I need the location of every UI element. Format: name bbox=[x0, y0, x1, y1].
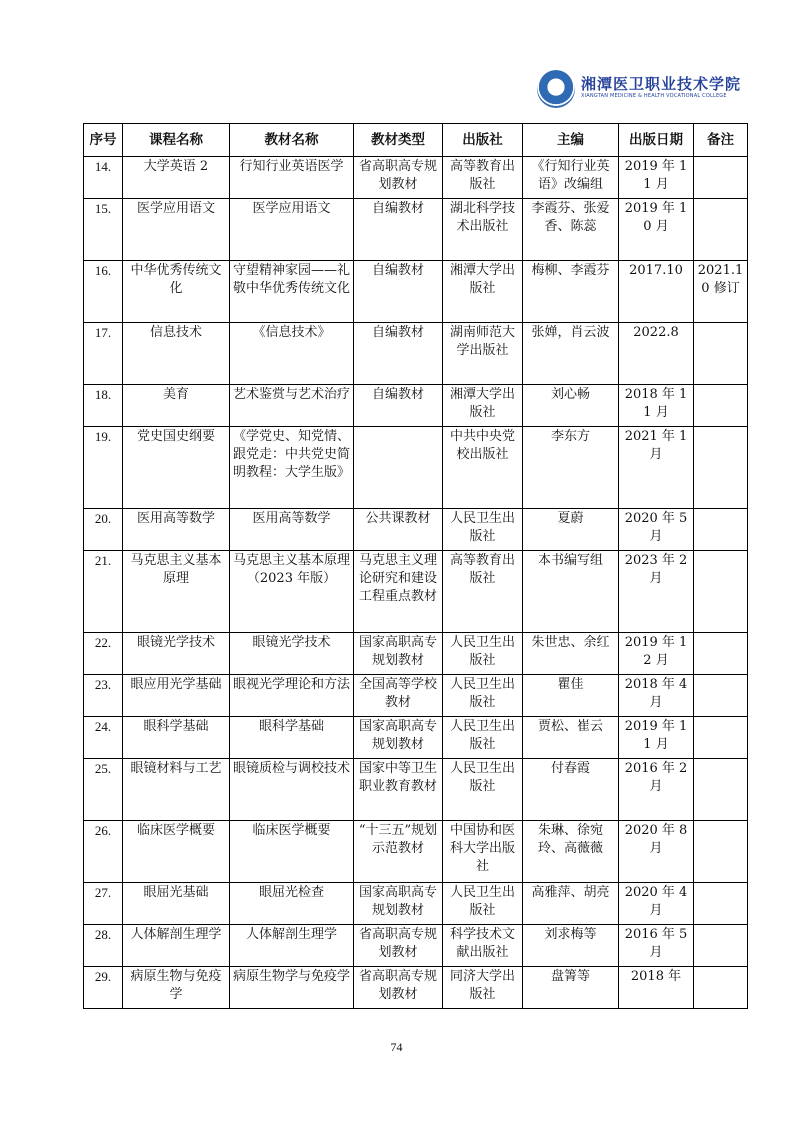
cell-editor: 梅柳、李霞芬 bbox=[523, 261, 619, 323]
table-row bbox=[84, 427, 748, 509]
cell-index: 16. bbox=[84, 261, 123, 323]
cell-textbook: 眼科学基础 bbox=[230, 717, 354, 759]
cell-date: 2018 年 11 月 bbox=[619, 385, 694, 427]
cell-textbook: 医学应用语文 bbox=[230, 199, 354, 261]
cell-publisher: 高等教育出版社 bbox=[443, 551, 523, 633]
cell-date: 2018 年 bbox=[619, 967, 694, 1009]
cell-publisher: 人民卫生出版社 bbox=[443, 759, 523, 821]
cell-publisher: 湘潭大学出版社 bbox=[443, 261, 523, 323]
cell-course: 医用高等数学 bbox=[123, 509, 230, 551]
header-cell-date: 出版日期 bbox=[619, 124, 694, 157]
cell-remark: 2021.10 修订 bbox=[694, 261, 748, 323]
cell-index: 25. bbox=[84, 759, 123, 821]
cell-editor: 《行知行业英语》改编组 bbox=[523, 157, 619, 199]
cell-editor: 刘求梅等 bbox=[523, 925, 619, 967]
cell-textbook: 眼视光学理论和方法 bbox=[230, 675, 354, 717]
cell-index: 29. bbox=[84, 967, 123, 1009]
cell-remark bbox=[694, 509, 748, 551]
cell-editor: 盘箐等 bbox=[523, 967, 619, 1009]
table-row bbox=[84, 821, 748, 883]
table-row bbox=[84, 759, 748, 821]
table-row bbox=[84, 883, 748, 925]
cell-textbook: 守望精神家园——礼敬中华优秀传统文化 bbox=[230, 261, 354, 323]
school-name: 湘潭医卫职业技术学院 bbox=[581, 75, 742, 93]
cell-index: 26. bbox=[84, 821, 123, 883]
cell-textbook: 艺术鉴赏与艺术治疗 bbox=[230, 385, 354, 427]
table-row bbox=[84, 261, 748, 323]
cell-publisher: 高等教育出版社 bbox=[443, 157, 523, 199]
cell-course: 美育 bbox=[123, 385, 230, 427]
cell-index: 20. bbox=[84, 509, 123, 551]
cell-editor: 本书编写组 bbox=[523, 551, 619, 633]
cell-date: 2020 年 8 月 bbox=[619, 821, 694, 883]
cell-date: 2016 年 2 月 bbox=[619, 759, 694, 821]
cell-index: 14. bbox=[84, 157, 123, 199]
textbook-table bbox=[83, 123, 748, 1009]
school-logo bbox=[537, 70, 742, 110]
school-emblem-icon bbox=[537, 70, 575, 108]
cell-publisher: 同济大学出版社 bbox=[443, 967, 523, 1009]
table-row bbox=[84, 385, 748, 427]
cell-type: 自编教材 bbox=[354, 385, 443, 427]
cell-date: 2021 年 1 月 bbox=[619, 427, 694, 509]
cell-remark bbox=[694, 925, 748, 967]
cell-editor: 付春霞 bbox=[523, 759, 619, 821]
cell-type: 省高职高专规划教材 bbox=[354, 157, 443, 199]
cell-textbook: 病原生物学与免疫学 bbox=[230, 967, 354, 1009]
cell-editor: 夏蔚 bbox=[523, 509, 619, 551]
cell-type bbox=[354, 427, 443, 509]
cell-course: 眼镜光学技术 bbox=[123, 633, 230, 675]
cell-date: 2018 年 4 月 bbox=[619, 675, 694, 717]
cell-index: 21. bbox=[84, 551, 123, 633]
cell-type: 国家高职高专规划教材 bbox=[354, 633, 443, 675]
cell-textbook: 眼镜质检与调校技术 bbox=[230, 759, 354, 821]
cell-publisher: 人民卫生出版社 bbox=[443, 509, 523, 551]
cell-type: 公共课教材 bbox=[354, 509, 443, 551]
cell-course: 马克思主义基本原理 bbox=[123, 551, 230, 633]
cell-publisher: 人民卫生出版社 bbox=[443, 633, 523, 675]
cell-remark bbox=[694, 759, 748, 821]
cell-course: 信息技术 bbox=[123, 323, 230, 385]
cell-date: 2017.10 bbox=[619, 261, 694, 323]
cell-date: 2020 年 5 月 bbox=[619, 509, 694, 551]
table-row bbox=[84, 925, 748, 967]
cell-remark bbox=[694, 717, 748, 759]
cell-date: 2019 年 12 月 bbox=[619, 633, 694, 675]
cell-type: 自编教材 bbox=[354, 199, 443, 261]
cell-type: 国家中等卫生职业教育教材 bbox=[354, 759, 443, 821]
cell-course: 人体解剖生理学 bbox=[123, 925, 230, 967]
cell-remark bbox=[694, 821, 748, 883]
cell-type: 国家高职高专规划教材 bbox=[354, 717, 443, 759]
header-cell-publisher: 出版社 bbox=[443, 124, 523, 157]
table-row bbox=[84, 717, 748, 759]
cell-publisher: 人民卫生出版社 bbox=[443, 717, 523, 759]
cell-editor: 张婵，肖云波 bbox=[523, 323, 619, 385]
cell-course: 眼屈光基础 bbox=[123, 883, 230, 925]
cell-type: “十三五”规划示范教材 bbox=[354, 821, 443, 883]
cell-index: 27. bbox=[84, 883, 123, 925]
cell-textbook: 马克思主义基本原理（2023 年版） bbox=[230, 551, 354, 633]
cell-date: 2022.8 bbox=[619, 323, 694, 385]
school-name-en: XIANGTAN MEDICINE & HEALTH VOCATIONAL COLLEGE bbox=[581, 93, 727, 99]
cell-editor: 刘心畅 bbox=[523, 385, 619, 427]
cell-editor: 李霞芬、张爱香、陈蕊 bbox=[523, 199, 619, 261]
table-row bbox=[84, 551, 748, 633]
cell-index: 17. bbox=[84, 323, 123, 385]
cell-course: 病原生物与免疫学 bbox=[123, 967, 230, 1009]
cell-type: 自编教材 bbox=[354, 261, 443, 323]
cell-remark bbox=[694, 551, 748, 633]
cell-publisher: 人民卫生出版社 bbox=[443, 883, 523, 925]
table-row bbox=[84, 199, 748, 261]
cell-remark bbox=[694, 633, 748, 675]
table-row bbox=[84, 633, 748, 675]
cell-remark bbox=[694, 427, 748, 509]
cell-course: 中华优秀传统文化 bbox=[123, 261, 230, 323]
header-cell-index: 序号 bbox=[84, 124, 123, 157]
cell-type: 全国高等学校教材 bbox=[354, 675, 443, 717]
cell-type: 马克思主义理论研究和建设工程重点教材 bbox=[354, 551, 443, 633]
cell-date: 2016 年 5 月 bbox=[619, 925, 694, 967]
cell-index: 18. bbox=[84, 385, 123, 427]
cell-index: 22. bbox=[84, 633, 123, 675]
cell-publisher: 湖北科学技术出版社 bbox=[443, 199, 523, 261]
cell-date: 2019 年 11 月 bbox=[619, 717, 694, 759]
cell-editor: 朱世忠、余红 bbox=[523, 633, 619, 675]
header-cell-course: 课程名称 bbox=[123, 124, 230, 157]
cell-textbook: 《学党史、知党情、跟党走：中共党史简明教程：大学生版》 bbox=[230, 427, 354, 509]
cell-remark bbox=[694, 675, 748, 717]
cell-date: 2019 年 10 月 bbox=[619, 199, 694, 261]
cell-type: 自编教材 bbox=[354, 323, 443, 385]
cell-course: 医学应用语文 bbox=[123, 199, 230, 261]
cell-remark bbox=[694, 199, 748, 261]
cell-remark bbox=[694, 967, 748, 1009]
table-header-row bbox=[84, 124, 748, 157]
table-row bbox=[84, 157, 748, 199]
cell-textbook: 临床医学概要 bbox=[230, 821, 354, 883]
cell-course: 临床医学概要 bbox=[123, 821, 230, 883]
header-cell-remark: 备注 bbox=[694, 124, 748, 157]
cell-course: 党史国史纲要 bbox=[123, 427, 230, 509]
cell-editor: 高雅萍、胡亮 bbox=[523, 883, 619, 925]
cell-editor: 朱琳、徐宛玲、高薇薇 bbox=[523, 821, 619, 883]
cell-publisher: 人民卫生出版社 bbox=[443, 675, 523, 717]
cell-editor: 李东方 bbox=[523, 427, 619, 509]
cell-textbook: 医用高等数学 bbox=[230, 509, 354, 551]
table-row bbox=[84, 967, 748, 1009]
cell-date: 2023 年 2 月 bbox=[619, 551, 694, 633]
cell-date: 2019 年 11 月 bbox=[619, 157, 694, 199]
cell-editor: 瞿佳 bbox=[523, 675, 619, 717]
cell-type: 省高职高专规划教材 bbox=[354, 967, 443, 1009]
header-cell-type: 教材类型 bbox=[354, 124, 443, 157]
cell-textbook: 《信息技术》 bbox=[230, 323, 354, 385]
cell-publisher: 科学技术文献出版社 bbox=[443, 925, 523, 967]
cell-index: 28. bbox=[84, 925, 123, 967]
cell-date: 2020 年 4 月 bbox=[619, 883, 694, 925]
page-number: 74 bbox=[390, 1040, 403, 1054]
cell-publisher: 中共中央党校出版社 bbox=[443, 427, 523, 509]
table-row bbox=[84, 509, 748, 551]
cell-textbook: 眼镜光学技术 bbox=[230, 633, 354, 675]
cell-remark bbox=[694, 385, 748, 427]
cell-textbook: 行知行业英语医学 bbox=[230, 157, 354, 199]
table-row bbox=[84, 323, 748, 385]
table-row bbox=[84, 675, 748, 717]
cell-course: 大学英语 2 bbox=[123, 157, 230, 199]
cell-course: 眼应用光学基础 bbox=[123, 675, 230, 717]
cell-type: 国家高职高专规划教材 bbox=[354, 883, 443, 925]
cell-remark bbox=[694, 157, 748, 199]
cell-course: 眼镜材料与工艺 bbox=[123, 759, 230, 821]
cell-textbook: 人体解剖生理学 bbox=[230, 925, 354, 967]
cell-publisher: 湘潭大学出版社 bbox=[443, 385, 523, 427]
cell-publisher: 湖南师范大学出版社 bbox=[443, 323, 523, 385]
cell-type: 省高职高专规划教材 bbox=[354, 925, 443, 967]
cell-textbook: 眼屈光检查 bbox=[230, 883, 354, 925]
cell-editor: 贾松、崔云 bbox=[523, 717, 619, 759]
cell-remark bbox=[694, 883, 748, 925]
cell-index: 19. bbox=[84, 427, 123, 509]
cell-publisher: 中国协和医科大学出版社 bbox=[443, 821, 523, 883]
cell-course: 眼科学基础 bbox=[123, 717, 230, 759]
cell-index: 23. bbox=[84, 675, 123, 717]
cell-remark bbox=[694, 323, 748, 385]
header-cell-editor: 主编 bbox=[523, 124, 619, 157]
header-cell-textbook: 教材名称 bbox=[230, 124, 354, 157]
cell-index: 15. bbox=[84, 199, 123, 261]
cell-index: 24. bbox=[84, 717, 123, 759]
